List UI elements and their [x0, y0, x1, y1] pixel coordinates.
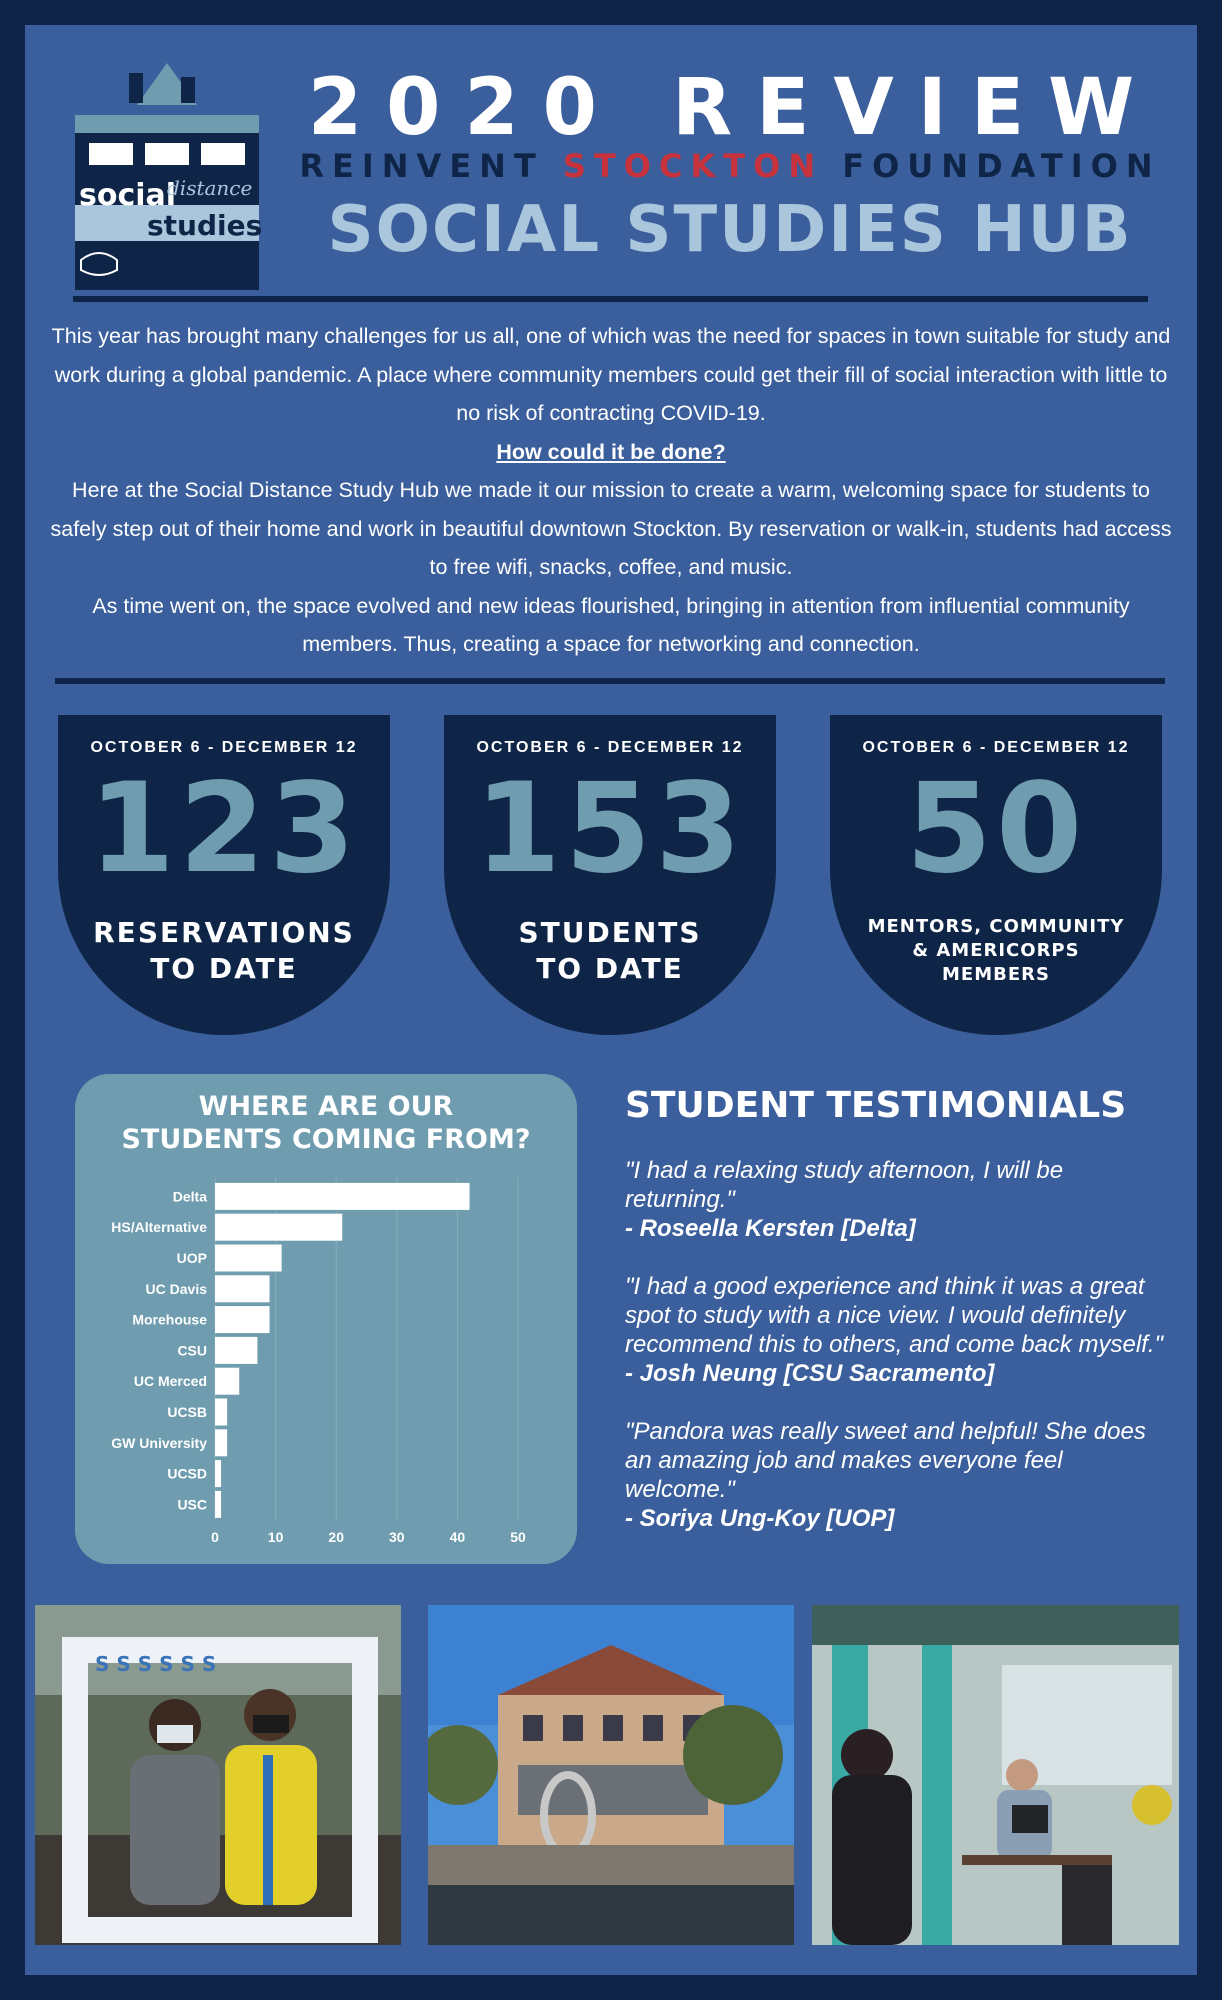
org-part-reinvent: REINVENT — [299, 147, 563, 185]
chart-x-tick-label: 10 — [267, 1528, 284, 1545]
chart-x-tick-label: 50 — [510, 1528, 526, 1545]
testimonial-author: - Roseella Kersten [Delta] — [625, 1215, 916, 1242]
stat-label-line-3: MEMBERS — [942, 964, 1050, 985]
chart-bar — [215, 1460, 221, 1487]
infographic-page — [25, 25, 1197, 1975]
stat-value: 123 — [88, 757, 360, 901]
stat-label-line-1: STUDENTS — [518, 916, 702, 949]
chart-x-tick-label: 30 — [389, 1528, 405, 1545]
testimonial-item — [625, 1156, 1165, 1243]
testimonial-author: - Soriya Ung-Koy [UOP] — [625, 1505, 895, 1532]
testimonial-quote: "I had a good experience and think it was a great spot to study with a nice view. I would definitely recommend this to others, and come back myself." — [625, 1273, 1164, 1358]
chart-bar — [215, 1306, 270, 1333]
svg-text:S S S S S S: S S S S S S — [95, 1652, 217, 1676]
chart-category-label: UCSD — [167, 1465, 207, 1482]
stat-label — [830, 915, 1162, 987]
testimonial-quote: "I had a relaxing study afternoon, I will be returning." — [625, 1157, 1064, 1213]
chart-bar — [215, 1183, 470, 1210]
stat-students — [444, 715, 776, 1035]
chart-category-label: UCSB — [167, 1404, 207, 1420]
chart-bar — [215, 1245, 282, 1272]
chart-bar — [215, 1368, 239, 1395]
chart-bar — [215, 1399, 227, 1426]
chart-category-label: UC Merced — [133, 1373, 207, 1390]
social-distance-studies-logo — [67, 55, 267, 295]
chart-category-label: Morehouse — [132, 1311, 207, 1328]
students-origin-chart-card — [75, 1074, 577, 1564]
chart-bar — [215, 1275, 270, 1302]
photo-downtown-stockton-building — [428, 1605, 794, 1945]
stat-label-line-2: TO DATE — [536, 952, 684, 985]
chart-bar — [215, 1491, 221, 1518]
stat-value: 153 — [474, 757, 746, 901]
stat-label-line-2: & AMERICORPS — [912, 940, 1080, 961]
students-origin-bar-chart — [75, 1074, 577, 1564]
intro-paragraph-3: As time went on, the space evolved and new ideas flourished, bringing in attention from influential community members. Thus, creating a space for networking and connection. — [92, 593, 1130, 656]
logo-word-social: social — [79, 178, 177, 213]
chart-bar — [215, 1337, 257, 1364]
stat-dates: OCTOBER 6 - DECEMBER 12 — [90, 739, 358, 756]
photo-students-with-frame — [35, 1605, 401, 1945]
stat-label-line-2: TO DATE — [150, 952, 298, 985]
stat-label-line-1: RESERVATIONS — [93, 916, 355, 949]
divider-middle — [55, 678, 1165, 684]
stat-label — [58, 915, 390, 987]
chart-category-label: HS/Alternative — [111, 1219, 207, 1236]
chart-category-label: GW University — [111, 1434, 207, 1451]
chart-bar — [215, 1429, 227, 1456]
page-title: 2020 REVIEW — [307, 63, 1159, 153]
photo-students-studying-patio — [812, 1605, 1179, 1945]
testimonial-quote: "Pandora was really sweet and helpful! She does an amazing job and makes everyone feel welcome." — [625, 1418, 1146, 1503]
org-part-stockton: STOCKTON — [562, 147, 824, 185]
testimonials-list — [625, 1156, 1165, 1562]
chart-bar — [215, 1214, 342, 1241]
chart-x-tick-label: 20 — [328, 1528, 344, 1545]
logo-word-distance: distance — [167, 176, 253, 200]
testimonials-heading: STUDENT TESTIMONIALS — [625, 1085, 1127, 1126]
chart-category-label: CSU — [177, 1342, 207, 1359]
logo-word-studies: studies — [147, 209, 263, 242]
stat-reservations — [58, 715, 390, 1035]
chart-x-tick-label: 0 — [211, 1528, 219, 1545]
organization-name — [285, 147, 1175, 185]
stat-mentors — [830, 715, 1162, 1035]
chart-category-label: USC — [177, 1496, 207, 1513]
intro-question: How could it be done? — [496, 439, 726, 464]
stat-label-line-1: MENTORS, COMMUNITY — [867, 916, 1125, 937]
testimonial-item — [625, 1272, 1165, 1388]
intro-text — [45, 317, 1177, 664]
page-subtitle: SOCIAL STUDIES HUB — [327, 193, 1133, 267]
stat-label — [444, 915, 776, 987]
divider-top — [73, 296, 1148, 302]
stat-value: 50 — [905, 757, 1087, 901]
stat-dates: OCTOBER 6 - DECEMBER 12 — [862, 739, 1130, 756]
chart-category-label: UC Davis — [145, 1280, 207, 1297]
chart-title-line-1: WHERE ARE OUR — [198, 1091, 454, 1122]
org-part-foundation: FOUNDATION — [823, 147, 1161, 185]
testimonial-author: - Josh Neung [CSU Sacramento] — [625, 1360, 995, 1387]
chart-x-tick-label: 40 — [449, 1528, 466, 1545]
stat-dates: OCTOBER 6 - DECEMBER 12 — [476, 739, 744, 756]
chart-category-label: Delta — [172, 1188, 207, 1205]
chart-category-label: UOP — [176, 1250, 207, 1266]
testimonial-item — [625, 1417, 1165, 1533]
intro-paragraph-2: Here at the Social Distance Study Hub we made it our mission to create a warm, welcoming space for students to safely step out of their home and work in beautiful downtown Stockton. By reservation or walk-in, students had access to free wifi, snacks, coffee, and music. — [50, 478, 1172, 579]
chart-title-line-2: STUDENTS COMING FROM? — [121, 1124, 531, 1155]
intro-paragraph-1: This year has brought many challenges for us all, one of which was the need for spaces in town suitable for study and work during a global pandemic. A place where community members could get their fill of social interaction with little to no risk of contracting COVID-19. — [51, 324, 1171, 425]
